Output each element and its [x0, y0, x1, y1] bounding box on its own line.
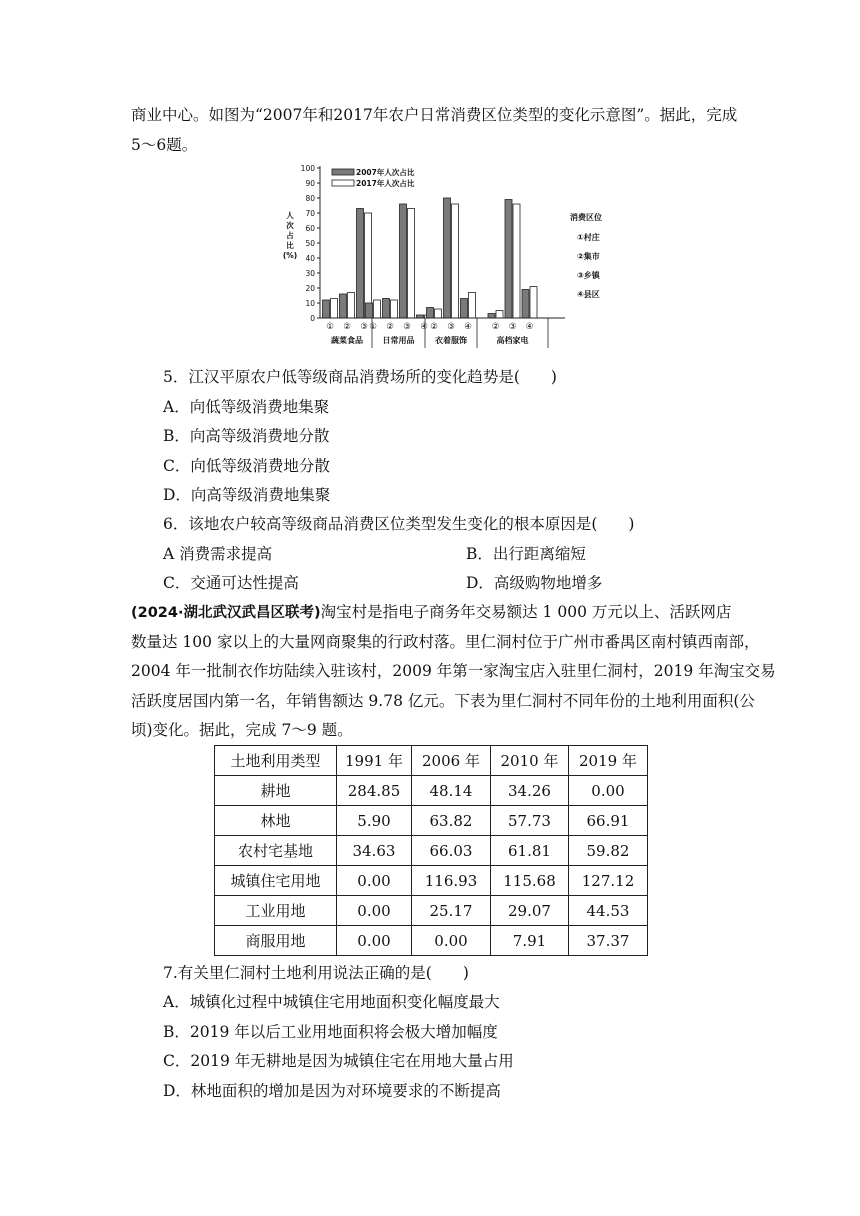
table-cell: 0.00 [337, 926, 412, 956]
table-cell: 284.85 [337, 776, 412, 806]
bar-2017 [408, 209, 415, 319]
x-tick-label: ④ [525, 322, 534, 332]
q6-option-a: A 消费需求提高 [163, 545, 273, 563]
table-cell: 66.03 [412, 836, 491, 866]
table-cell: 34.26 [491, 776, 569, 806]
land-use-table [214, 745, 648, 956]
bar-2007 [444, 198, 451, 318]
y-axis-label: 人 [286, 211, 294, 220]
passage-source: (2024·湖北武汉武昌区联考) [131, 605, 321, 621]
q5-option-a: A．向低等级消费地集聚 [163, 398, 330, 416]
table-header: 2010 年 [491, 746, 569, 776]
bar-2017 [374, 300, 381, 318]
bar-2017 [435, 309, 442, 318]
table-row [215, 806, 648, 836]
q7-option-b: B．2019 年以后工业用地面积将会极大增加幅度 [163, 1023, 498, 1041]
x-tick-label: ③ [508, 322, 517, 332]
bar-2007 [383, 299, 390, 319]
bar-2017 [348, 293, 355, 319]
table-header: 2019 年 [569, 746, 648, 776]
intro-line-1: 商业中心。如图为“2007年和2017年农户日常消费区位类型的变化示意图”。据此，完成 [131, 106, 738, 124]
passage-line-3: 2004 年一批制衣作坊陆续入驻该村，2009 年第一家淘宝店入驻里仁洞村，2019 年淘宝交易 [131, 662, 776, 680]
x-tick-label: ② [430, 322, 438, 332]
table-cell: 37.37 [569, 926, 648, 956]
table-header: 土地利用类型 [215, 746, 337, 776]
x-tick-label: ③ [447, 322, 455, 332]
table-cell: 0.00 [337, 896, 412, 926]
y-tick-label: 90 [305, 179, 315, 188]
bar-2007 [427, 308, 434, 319]
legend-swatch-2007 [332, 169, 354, 175]
bar-2017 [530, 287, 537, 319]
location-legend-item: ③乡镇 [577, 271, 600, 280]
bar-2017 [496, 311, 503, 319]
location-legend-item: ①村庄 [577, 233, 600, 242]
y-axis-label: 比 [286, 241, 294, 250]
bar-2017 [365, 213, 372, 318]
legend-label-2017: 2017年人次占比 [356, 179, 415, 188]
table-cell: 115.68 [491, 866, 569, 896]
table-cell: 城镇住宅用地 [215, 866, 337, 896]
x-tick-label: ① [369, 322, 377, 332]
table-cell: 7.91 [491, 926, 569, 956]
q6-option-d: D．高级购物地增多 [466, 574, 603, 592]
y-tick-label: 60 [305, 224, 315, 233]
table-header-row [215, 746, 648, 776]
bar-2017 [469, 293, 476, 319]
passage-line-5: 顷)变化。据此，完成 7～9 题。 [131, 721, 353, 739]
passage-line-1-text: 淘宝村是指电子商务年交易额达 1 000 万元以上、活跃网店 [320, 603, 732, 621]
q7-option-d: D．林地面积的增加是因为对环境要求的不断提高 [163, 1082, 501, 1100]
y-tick-label: 100 [300, 164, 315, 173]
passage-line-1 [131, 601, 731, 624]
bar-2017 [331, 299, 338, 319]
table-row [215, 776, 648, 806]
x-tick-label: ② [491, 322, 500, 332]
x-tick-label: ③ [360, 322, 368, 332]
q7-stem: 7.有关里仁洞村土地利用说法正确的是( ) [163, 964, 469, 982]
table-row [215, 866, 648, 896]
bar-2007 [357, 209, 364, 319]
q5-option-d: D．向高等级消费地集聚 [163, 486, 331, 504]
q7-option-a: A．城镇化过程中城镇住宅用地面积变化幅度最大 [163, 993, 500, 1011]
legend-swatch-2017 [332, 180, 354, 186]
y-tick-label: 0 [310, 314, 315, 323]
table-cell: 61.81 [491, 836, 569, 866]
table-cell: 116.93 [412, 866, 491, 896]
bar-2007 [505, 200, 512, 319]
group-label: 蔬菜食品 [331, 336, 363, 345]
bar-2007 [488, 314, 495, 319]
bar-2007 [522, 290, 529, 319]
q6-option-b: B．出行距离缩短 [466, 545, 586, 563]
bar-2017 [452, 204, 459, 318]
y-tick-label: 70 [305, 209, 315, 218]
bar-2007 [366, 303, 373, 318]
table-cell: 耕地 [215, 776, 337, 806]
table-row [215, 926, 648, 956]
q5-option-c: C．向低等级消费地分散 [163, 457, 330, 475]
q6-option-c: C．交通可达性提高 [163, 574, 299, 592]
consumption-location-bar-chart [280, 160, 650, 350]
x-tick-label: ② [386, 322, 394, 332]
table-cell: 127.12 [569, 866, 648, 896]
table-row [215, 896, 648, 926]
table-header: 2006 年 [412, 746, 491, 776]
table-cell: 工业用地 [215, 896, 337, 926]
table-cell: 44.53 [569, 896, 648, 926]
location-legend-title: 消费区位 [570, 213, 602, 222]
table-cell: 59.82 [569, 836, 648, 866]
table-cell: 66.91 [569, 806, 648, 836]
q5-stem: 5．江汉平原农户低等级商品消费场所的变化趋势是( ) [163, 368, 557, 386]
table-cell: 0.00 [337, 866, 412, 896]
x-tick-label: ① [326, 322, 334, 332]
table-cell: 0.00 [412, 926, 491, 956]
x-tick-label: ② [343, 322, 351, 332]
intro-line-2: 5～6题。 [131, 136, 198, 154]
table-cell: 63.82 [412, 806, 491, 836]
x-tick-label: ④ [420, 322, 428, 332]
table-cell: 0.00 [569, 776, 648, 806]
y-tick-label: 50 [305, 239, 315, 248]
table-cell: 5.90 [337, 806, 412, 836]
bar-2017 [513, 204, 520, 318]
passage-line-4: 活跃度居国内第一名，年销售额达 9.78 亿元。下表为里仁洞村不同年份的土地利用面积(公 [131, 692, 755, 710]
y-axis-label: 次 [286, 221, 294, 230]
bar-2007 [400, 204, 407, 318]
table-header: 1991 年 [337, 746, 412, 776]
y-tick-label: 40 [305, 254, 315, 263]
q7-option-c: C．2019 年无耕地是因为城镇住宅在用地大量占用 [163, 1052, 514, 1070]
table-cell: 29.07 [491, 896, 569, 926]
table-row [215, 836, 648, 866]
table-cell: 农村宅基地 [215, 836, 337, 866]
table-cell: 林地 [215, 806, 337, 836]
x-tick-label: ④ [464, 322, 472, 332]
bar-2007 [461, 299, 468, 319]
q6-stem: 6．该地农户较高等级商品消费区位类型发生变化的根本原因是( ) [163, 515, 635, 533]
y-axis-label: 占 [286, 231, 294, 240]
bar-2007 [323, 300, 330, 318]
y-tick-label: 30 [305, 269, 315, 278]
y-tick-label: 80 [305, 194, 315, 203]
group-label: 衣着服饰 [435, 336, 467, 345]
y-tick-label: 20 [305, 284, 315, 293]
x-tick-label: ③ [403, 322, 411, 332]
location-legend-item: ②集市 [577, 252, 600, 261]
table-cell: 57.73 [491, 806, 569, 836]
passage-line-2: 数量达 100 家以上的大量网商聚集的行政村落。里仁洞村位于广州市番禺区南村镇西南部， [131, 633, 760, 651]
q5-option-b: B．向高等级消费地分散 [163, 427, 330, 445]
y-axis-label: (%) [282, 251, 298, 260]
group-label: 高档家电 [496, 336, 529, 345]
bar-2017 [391, 300, 398, 318]
table-cell: 商服用地 [215, 926, 337, 956]
table-cell: 48.14 [412, 776, 491, 806]
table-cell: 25.17 [412, 896, 491, 926]
table-cell: 34.63 [337, 836, 412, 866]
location-legend-item: ④县区 [577, 290, 600, 299]
legend-label-2007: 2007年人次占比 [356, 168, 415, 177]
bar-2007 [340, 294, 347, 318]
y-tick-label: 10 [305, 299, 315, 308]
group-label: 日常用品 [382, 336, 415, 345]
